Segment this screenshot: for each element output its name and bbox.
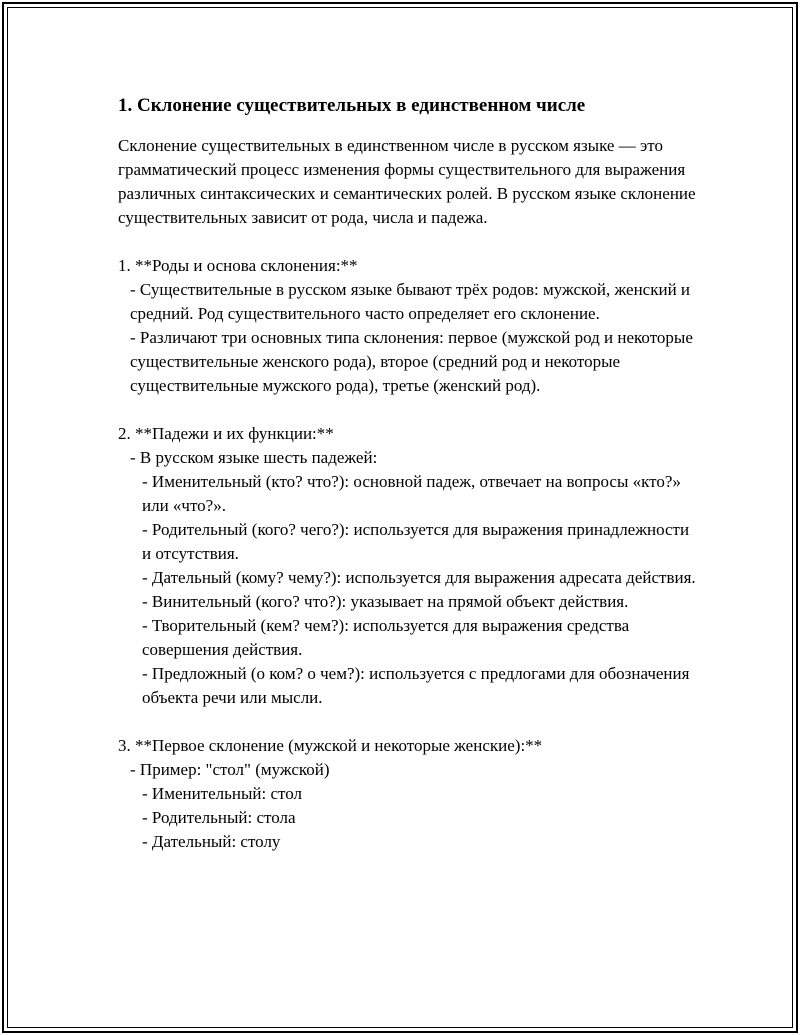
document-title: 1. Склонение существительных в единственном числе	[118, 95, 586, 116]
spacer	[118, 710, 698, 734]
spacer	[118, 230, 698, 254]
section-2-lead: - В русском языке шесть падежей:	[130, 448, 378, 467]
case-item-instrumental: - Творительный (кем? чем?): используется для выражения средства совершения действия.	[142, 616, 630, 659]
example-form: - Именительный: стол	[142, 784, 302, 803]
case-item-nominative: - Именительный (кто? что?): основной падеж, отвечает на вопросы «кто?» или «что?».	[142, 472, 681, 515]
case-item-genitive: - Родительный (кого? чего?): используется для выражения принадлежности и отсутствия.	[142, 520, 690, 563]
example-form: - Родительный: стола	[142, 808, 296, 827]
case-item-prepositional: - Предложный (о ком? о чем?): используется с предлогами для обозначения объекта речи или мысли.	[142, 664, 690, 707]
section-3-heading: 3. **Первое склонение (мужской и некоторые женские):**	[118, 736, 543, 755]
example-form: - Дательный: столу	[142, 832, 281, 851]
section-1-item: - Различают три основных типа склонения: первое (мужской род и некоторые существительные женского рода), второе (средний род и некоторые существительные мужского рода), третье (женский род).	[130, 328, 693, 395]
section-1-heading: 1. **Роды и основа склонения:**	[118, 256, 358, 275]
spacer	[118, 398, 698, 422]
section-1-item: - Существительные в русском языке бывают трёх родов: мужской, женский и средний. Род существительного часто определяет его склонение.	[130, 280, 691, 323]
section-3-lead: - Пример: "стол" (мужской)	[130, 760, 330, 779]
section-2-heading: 2. **Падежи и их функции:**	[118, 424, 334, 443]
document-body	[118, 92, 698, 854]
case-item-dative: - Дательный (кому? чему?): используется для выражения адресата действия.	[142, 568, 696, 587]
intro-paragraph: Склонение существительных в единственном числе в русском языке — это грамматический процесс изменения формы существительного для выражения различных синтаксических и семантических ролей. В русском языке склонение существительных зависит от рода, числа и падежа.	[118, 136, 696, 227]
case-item-accusative: - Винительный (кого? что?): указывает на прямой объект действия.	[142, 592, 629, 611]
